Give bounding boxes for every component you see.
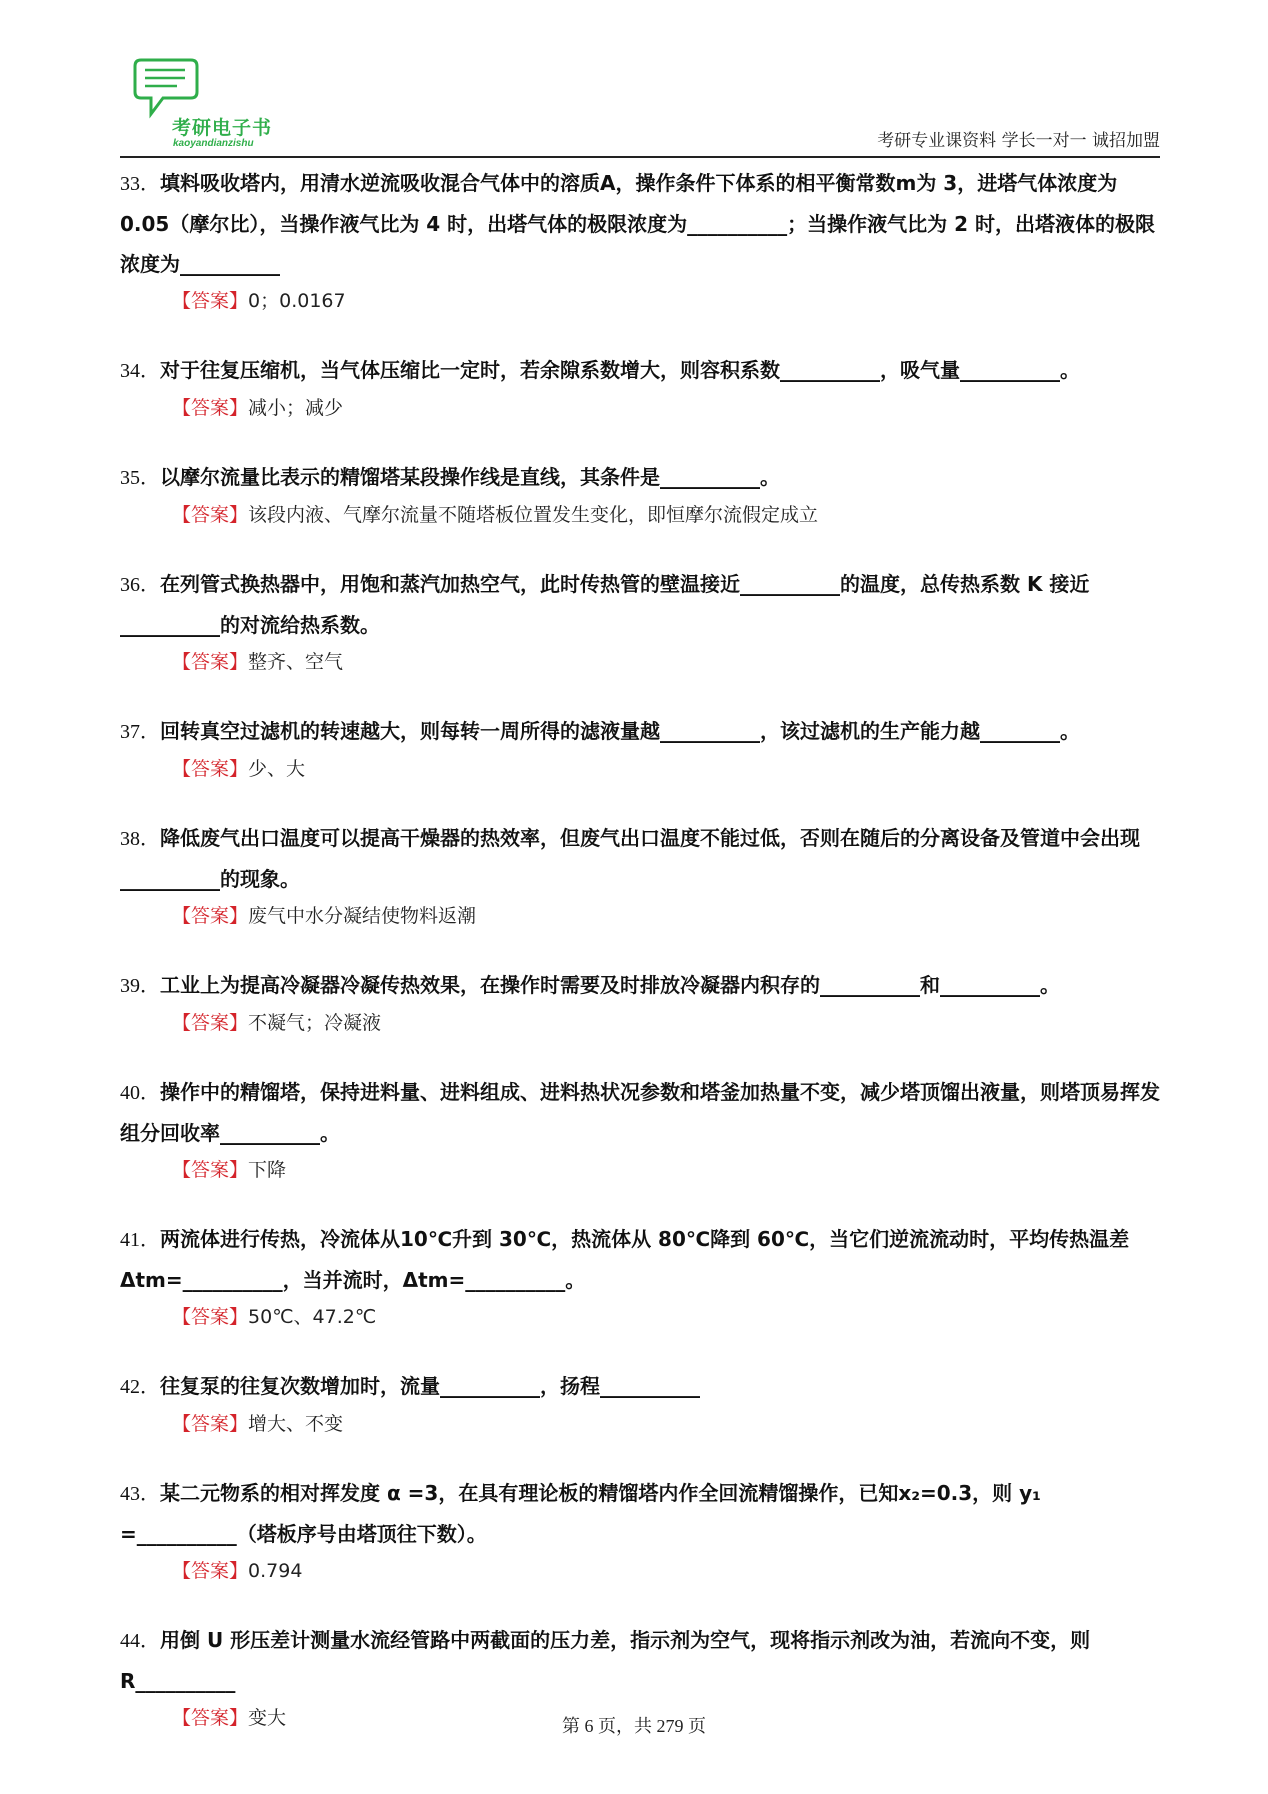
answer-text: 废气中水分凝结使物料返潮 bbox=[248, 905, 477, 927]
question-number: 41． bbox=[120, 1229, 160, 1251]
question-text: 填料吸收塔内，用清水逆流吸收混合气体中的溶质A，操作条件下体系的相平衡常数m为 3，进塔气体浓度为 0.05（摩尔比），当操作液气比为 4 时，出塔气体的极限浓度为__________；当操作液气比为 2 时，出塔液体的极限浓度为__________ bbox=[120, 171, 1156, 276]
answer-label: 【答案】 bbox=[172, 1707, 249, 1729]
answer-text: 变大 bbox=[248, 1707, 287, 1729]
question-number: 42． bbox=[120, 1376, 160, 1398]
answer-label: 【答案】 bbox=[172, 1012, 249, 1034]
answer-text: 该段内液、气摩尔流量不随塔板位置发生变化，即恒摩尔流假定成立 bbox=[248, 504, 819, 526]
answer-label: 【答案】 bbox=[172, 397, 249, 419]
answer-label: 【答案】 bbox=[172, 1306, 249, 1328]
answer-label: 【答案】 bbox=[172, 1413, 249, 1435]
question-item bbox=[120, 711, 1160, 786]
answer-label: 【答案】 bbox=[172, 290, 249, 312]
question-number: 37． bbox=[120, 721, 160, 743]
question-number: 35． bbox=[120, 467, 160, 489]
question-item bbox=[120, 564, 1160, 679]
question-text: 某二元物系的相对挥发度 α =3，在具有理论板的精馏塔内作全回流精馏操作，已知x₂=0.3，则 y₁ =__________（塔板序号由塔顶往下数）。 bbox=[120, 1481, 1041, 1546]
answer-label: 【答案】 bbox=[172, 758, 249, 780]
header-tagline: 考研专业课资料 学长一对一 诚招加盟 bbox=[877, 131, 1160, 151]
question-text: 在列管式换热器中，用饱和蒸汽加热空气，此时传热管的壁温接近__________的温度，总传热系数 K 接近__________的对流给热系数。 bbox=[120, 572, 1090, 637]
question-number: 43． bbox=[120, 1483, 160, 1505]
logo-subtext: kaoyandianzishu bbox=[173, 138, 254, 149]
question-text: 操作中的精馏塔，保持进料量、进料组成、进料热状况参数和塔釜加热量不变，减少塔顶馏出液量，则塔顶易挥发组分回收率__________。 bbox=[120, 1080, 1160, 1145]
question-item bbox=[120, 163, 1160, 318]
header-divider bbox=[120, 156, 1160, 158]
question-item bbox=[120, 457, 1160, 532]
question-number: 38． bbox=[120, 828, 160, 850]
question-number: 33． bbox=[120, 173, 160, 195]
question-item bbox=[120, 1366, 1160, 1441]
answer-text: 下降 bbox=[248, 1159, 287, 1181]
question-item bbox=[120, 1219, 1160, 1334]
question-item bbox=[120, 965, 1160, 1040]
answer-text: 减小；减少 bbox=[248, 397, 344, 419]
answer-text: 50℃、47.2℃ bbox=[248, 1306, 377, 1328]
question-number: 39． bbox=[120, 975, 160, 997]
question-text: 工业上为提高冷凝器冷凝传热效果，在操作时需要及时排放冷凝器内积存的__________和__________。 bbox=[160, 973, 1060, 997]
answer-text: 0.794 bbox=[248, 1560, 303, 1582]
question-number: 40． bbox=[120, 1082, 160, 1104]
question-text: 降低废气出口温度可以提高干燥器的热效率，但废气出口温度不能过低，否则在随后的分离设备及管道中会出现__________的现象。 bbox=[120, 826, 1140, 891]
answer-label: 【答案】 bbox=[172, 905, 249, 927]
page-footer: 第 6 页，共 279 页 bbox=[562, 1716, 706, 1736]
question-number: 34． bbox=[120, 360, 160, 382]
answer-text: 不凝气；冷凝液 bbox=[248, 1012, 382, 1034]
answer-text: 少、大 bbox=[248, 758, 306, 780]
answer-text: 增大、不变 bbox=[248, 1413, 344, 1435]
logo-text: 考研电子书 bbox=[172, 117, 273, 139]
answer-text: 0；0.0167 bbox=[248, 290, 346, 312]
question-number: 44． bbox=[120, 1630, 160, 1652]
question-text: 两流体进行传热，冷流体从10℃升到 30℃，热流体从 80℃降到 60℃，当它们逆流流动时，平均传热温差Δtm=__________，当并流时，Δtm=__________。 bbox=[120, 1227, 1130, 1292]
question-item bbox=[120, 350, 1160, 425]
question-text: 以摩尔流量比表示的精馏塔某段操作线是直线，其条件是__________。 bbox=[160, 465, 780, 489]
question-item bbox=[120, 1473, 1160, 1588]
question-text: 回转真空过滤机的转速越大，则每转一周所得的滤液量越__________，该过滤机的生产能力越________。 bbox=[160, 719, 1080, 743]
question-number: 36． bbox=[120, 574, 160, 596]
question-list bbox=[120, 163, 1160, 1767]
question-text: 往复泵的往复次数增加时，流量__________，扬程__________ bbox=[160, 1374, 700, 1398]
answer-label: 【答案】 bbox=[172, 1159, 249, 1181]
question-item bbox=[120, 818, 1160, 933]
question-text: 用倒 U 形压差计测量水流经管路中两截面的压力差，指示剂为空气，现将指示剂改为油，若流向不变，则 R__________ bbox=[120, 1628, 1091, 1693]
answer-label: 【答案】 bbox=[172, 651, 249, 673]
answer-label: 【答案】 bbox=[172, 1560, 249, 1582]
answer-label: 【答案】 bbox=[172, 504, 249, 526]
question-item bbox=[120, 1072, 1160, 1187]
answer-text: 整齐、空气 bbox=[248, 651, 344, 673]
question-text: 对于往复压缩机，当气体压缩比一定时，若余隙系数增大，则容积系数__________，吸气量__________。 bbox=[160, 358, 1080, 382]
